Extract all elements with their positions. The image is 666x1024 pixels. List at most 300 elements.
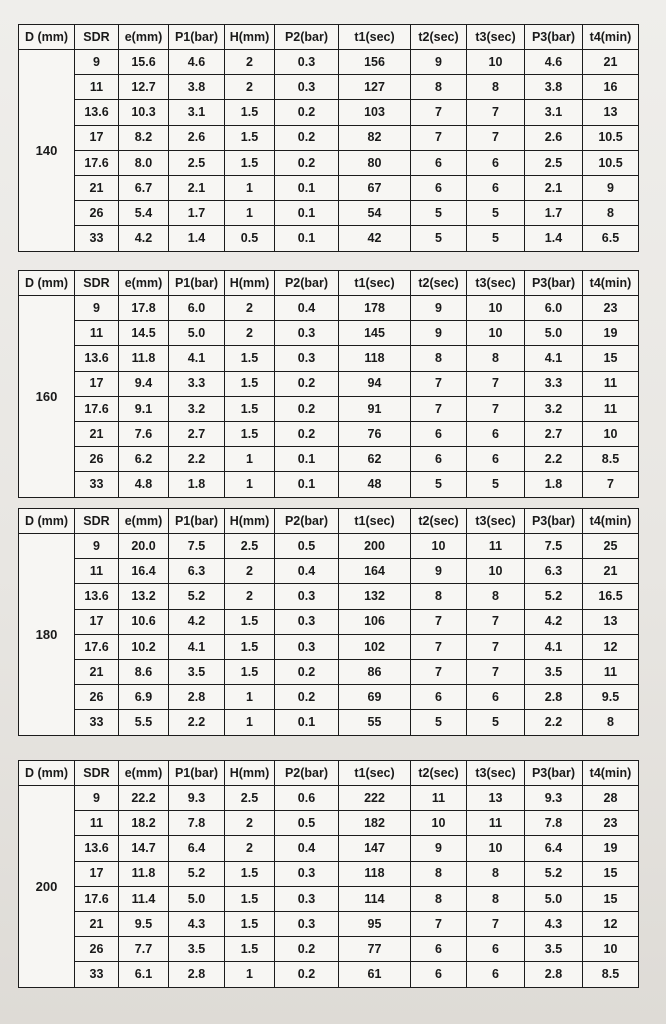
header-t4-min: t4(min) bbox=[583, 25, 639, 50]
cell-sdr: 26 bbox=[75, 447, 119, 472]
cell-h-mm: 1.5 bbox=[225, 371, 275, 396]
table-row bbox=[19, 346, 639, 371]
cell-p2-bar: 0.5 bbox=[275, 811, 339, 836]
cell-p2-bar: 0.6 bbox=[275, 786, 339, 811]
cell-p1-bar: 1.4 bbox=[169, 226, 225, 251]
cell-sdr: 13.6 bbox=[75, 836, 119, 861]
cell-t4-min: 8 bbox=[583, 710, 639, 735]
header-p3-bar: P3(bar) bbox=[525, 25, 583, 50]
cell-t3-sec: 7 bbox=[467, 609, 525, 634]
cell-p3-bar: 9.3 bbox=[525, 786, 583, 811]
cell-sdr: 33 bbox=[75, 962, 119, 987]
cell-t2-sec: 5 bbox=[411, 226, 467, 251]
cell-e-mm: 7.7 bbox=[119, 937, 169, 962]
cell-e-mm: 16.4 bbox=[119, 559, 169, 584]
cell-sdr: 26 bbox=[75, 937, 119, 962]
cell-p1-bar: 3.8 bbox=[169, 75, 225, 100]
cell-t4-min: 8 bbox=[583, 201, 639, 226]
table-row bbox=[19, 710, 639, 735]
cell-t1-sec: 178 bbox=[339, 296, 411, 321]
cell-e-mm: 22.2 bbox=[119, 786, 169, 811]
table-row bbox=[19, 559, 639, 584]
header-e-mm: e(mm) bbox=[119, 25, 169, 50]
cell-sdr: 9 bbox=[75, 786, 119, 811]
header-h-mm: H(mm) bbox=[225, 509, 275, 534]
cell-t3-sec: 8 bbox=[467, 861, 525, 886]
cell-p3-bar: 4.1 bbox=[525, 346, 583, 371]
cell-h-mm: 1.5 bbox=[225, 100, 275, 125]
header-p2-bar: P2(bar) bbox=[275, 761, 339, 786]
cell-p2-bar: 0.3 bbox=[275, 346, 339, 371]
cell-p1-bar: 3.5 bbox=[169, 937, 225, 962]
cell-p1-bar: 2.5 bbox=[169, 150, 225, 175]
cell-t3-sec: 6 bbox=[467, 685, 525, 710]
cell-h-mm: 2 bbox=[225, 584, 275, 609]
cell-h-mm: 1.5 bbox=[225, 911, 275, 936]
cell-t1-sec: 200 bbox=[339, 534, 411, 559]
cell-p1-bar: 7.8 bbox=[169, 811, 225, 836]
cell-p1-bar: 1.7 bbox=[169, 201, 225, 226]
table-row bbox=[19, 472, 639, 497]
cell-t1-sec: 62 bbox=[339, 447, 411, 472]
cell-p1-bar: 2.8 bbox=[169, 685, 225, 710]
cell-e-mm: 8.6 bbox=[119, 659, 169, 684]
cell-sdr: 9 bbox=[75, 50, 119, 75]
cell-p1-bar: 3.1 bbox=[169, 100, 225, 125]
header-t4-min: t4(min) bbox=[583, 761, 639, 786]
cell-t2-sec: 7 bbox=[411, 659, 467, 684]
cell-h-mm: 1.5 bbox=[225, 861, 275, 886]
cell-p2-bar: 0.1 bbox=[275, 710, 339, 735]
cell-t3-sec: 8 bbox=[467, 346, 525, 371]
table-row bbox=[19, 836, 639, 861]
cell-p3-bar: 5.2 bbox=[525, 584, 583, 609]
cell-h-mm: 2 bbox=[225, 296, 275, 321]
cell-t1-sec: 80 bbox=[339, 150, 411, 175]
cell-t2-sec: 5 bbox=[411, 472, 467, 497]
cell-p1-bar: 1.8 bbox=[169, 472, 225, 497]
table-row bbox=[19, 150, 639, 175]
cell-e-mm: 13.2 bbox=[119, 584, 169, 609]
table-row bbox=[19, 584, 639, 609]
cell-p2-bar: 0.2 bbox=[275, 937, 339, 962]
header-d-mm: D (mm) bbox=[19, 25, 75, 50]
cell-t4-min: 13 bbox=[583, 609, 639, 634]
cell-h-mm: 1 bbox=[225, 710, 275, 735]
diameter-cell: 200 bbox=[19, 786, 75, 988]
cell-t4-min: 6.5 bbox=[583, 226, 639, 251]
cell-h-mm: 1.5 bbox=[225, 125, 275, 150]
cell-t2-sec: 6 bbox=[411, 685, 467, 710]
header-t3-sec: t3(sec) bbox=[467, 509, 525, 534]
cell-t2-sec: 8 bbox=[411, 346, 467, 371]
cell-p2-bar: 0.2 bbox=[275, 685, 339, 710]
cell-t2-sec: 9 bbox=[411, 836, 467, 861]
cell-t2-sec: 6 bbox=[411, 937, 467, 962]
cell-p2-bar: 0.3 bbox=[275, 75, 339, 100]
cell-p1-bar: 4.6 bbox=[169, 50, 225, 75]
cell-t1-sec: 147 bbox=[339, 836, 411, 861]
cell-h-mm: 1 bbox=[225, 472, 275, 497]
cell-p2-bar: 0.1 bbox=[275, 226, 339, 251]
cell-e-mm: 5.4 bbox=[119, 201, 169, 226]
cell-p1-bar: 3.2 bbox=[169, 396, 225, 421]
cell-t3-sec: 10 bbox=[467, 321, 525, 346]
cell-e-mm: 10.2 bbox=[119, 634, 169, 659]
cell-p3-bar: 3.1 bbox=[525, 100, 583, 125]
cell-p2-bar: 0.3 bbox=[275, 634, 339, 659]
diameter-cell: 140 bbox=[19, 50, 75, 252]
cell-p2-bar: 0.2 bbox=[275, 125, 339, 150]
cell-sdr: 17 bbox=[75, 861, 119, 886]
cell-p3-bar: 3.5 bbox=[525, 659, 583, 684]
cell-t4-min: 12 bbox=[583, 634, 639, 659]
cell-t3-sec: 7 bbox=[467, 125, 525, 150]
cell-t3-sec: 8 bbox=[467, 886, 525, 911]
cell-t3-sec: 6 bbox=[467, 150, 525, 175]
cell-sdr: 21 bbox=[75, 911, 119, 936]
table-row bbox=[19, 861, 639, 886]
header-sdr: SDR bbox=[75, 271, 119, 296]
cell-t4-min: 11 bbox=[583, 371, 639, 396]
table-row bbox=[19, 786, 639, 811]
cell-t3-sec: 5 bbox=[467, 226, 525, 251]
table-row bbox=[19, 396, 639, 421]
cell-h-mm: 2 bbox=[225, 75, 275, 100]
cell-p1-bar: 5.2 bbox=[169, 861, 225, 886]
header-t3-sec: t3(sec) bbox=[467, 25, 525, 50]
cell-t1-sec: 82 bbox=[339, 125, 411, 150]
cell-p1-bar: 2.7 bbox=[169, 421, 225, 446]
header-sdr: SDR bbox=[75, 509, 119, 534]
header-t1-sec: t1(sec) bbox=[339, 25, 411, 50]
cell-e-mm: 15.6 bbox=[119, 50, 169, 75]
cell-t1-sec: 118 bbox=[339, 346, 411, 371]
cell-t3-sec: 5 bbox=[467, 201, 525, 226]
cell-t2-sec: 6 bbox=[411, 175, 467, 200]
cell-p2-bar: 0.2 bbox=[275, 100, 339, 125]
cell-p1-bar: 2.2 bbox=[169, 710, 225, 735]
cell-p2-bar: 0.3 bbox=[275, 50, 339, 75]
cell-e-mm: 6.1 bbox=[119, 962, 169, 987]
cell-t3-sec: 8 bbox=[467, 584, 525, 609]
fusion-table-140 bbox=[18, 24, 638, 252]
cell-t2-sec: 7 bbox=[411, 371, 467, 396]
cell-e-mm: 10.3 bbox=[119, 100, 169, 125]
cell-e-mm: 14.7 bbox=[119, 836, 169, 861]
cell-p2-bar: 0.3 bbox=[275, 584, 339, 609]
table-row bbox=[19, 911, 639, 936]
cell-t3-sec: 6 bbox=[467, 421, 525, 446]
cell-e-mm: 5.5 bbox=[119, 710, 169, 735]
cell-e-mm: 12.7 bbox=[119, 75, 169, 100]
cell-t2-sec: 8 bbox=[411, 584, 467, 609]
table-row bbox=[19, 634, 639, 659]
cell-e-mm: 14.5 bbox=[119, 321, 169, 346]
cell-t3-sec: 7 bbox=[467, 634, 525, 659]
cell-t1-sec: 91 bbox=[339, 396, 411, 421]
cell-p3-bar: 7.8 bbox=[525, 811, 583, 836]
cell-t2-sec: 9 bbox=[411, 321, 467, 346]
cell-p3-bar: 4.2 bbox=[525, 609, 583, 634]
cell-t1-sec: 69 bbox=[339, 685, 411, 710]
header-t3-sec: t3(sec) bbox=[467, 761, 525, 786]
cell-p2-bar: 0.1 bbox=[275, 447, 339, 472]
cell-sdr: 13.6 bbox=[75, 100, 119, 125]
cell-p2-bar: 0.4 bbox=[275, 836, 339, 861]
cell-e-mm: 11.8 bbox=[119, 346, 169, 371]
cell-t4-min: 10 bbox=[583, 937, 639, 962]
cell-p2-bar: 0.5 bbox=[275, 534, 339, 559]
cell-t2-sec: 6 bbox=[411, 962, 467, 987]
cell-t4-min: 9.5 bbox=[583, 685, 639, 710]
cell-h-mm: 1.5 bbox=[225, 150, 275, 175]
cell-p2-bar: 0.2 bbox=[275, 962, 339, 987]
cell-t1-sec: 86 bbox=[339, 659, 411, 684]
cell-sdr: 33 bbox=[75, 710, 119, 735]
cell-t4-min: 15 bbox=[583, 886, 639, 911]
cell-p1-bar: 4.2 bbox=[169, 609, 225, 634]
header-h-mm: H(mm) bbox=[225, 761, 275, 786]
cell-p3-bar: 1.4 bbox=[525, 226, 583, 251]
cell-sdr: 17 bbox=[75, 125, 119, 150]
cell-p1-bar: 2.8 bbox=[169, 962, 225, 987]
cell-p2-bar: 0.4 bbox=[275, 296, 339, 321]
cell-h-mm: 1 bbox=[225, 175, 275, 200]
cell-p2-bar: 0.3 bbox=[275, 861, 339, 886]
cell-t2-sec: 7 bbox=[411, 911, 467, 936]
cell-p3-bar: 1.8 bbox=[525, 472, 583, 497]
cell-h-mm: 2.5 bbox=[225, 786, 275, 811]
cell-t4-min: 10.5 bbox=[583, 125, 639, 150]
cell-e-mm: 11.4 bbox=[119, 886, 169, 911]
cell-t2-sec: 6 bbox=[411, 150, 467, 175]
header-e-mm: e(mm) bbox=[119, 509, 169, 534]
cell-h-mm: 2.5 bbox=[225, 534, 275, 559]
cell-t4-min: 13 bbox=[583, 100, 639, 125]
cell-t1-sec: 164 bbox=[339, 559, 411, 584]
table-row bbox=[19, 534, 639, 559]
cell-t3-sec: 10 bbox=[467, 559, 525, 584]
cell-p3-bar: 2.6 bbox=[525, 125, 583, 150]
cell-p1-bar: 4.3 bbox=[169, 911, 225, 936]
cell-t4-min: 21 bbox=[583, 50, 639, 75]
cell-p1-bar: 5.2 bbox=[169, 584, 225, 609]
cell-p2-bar: 0.3 bbox=[275, 911, 339, 936]
cell-t4-min: 21 bbox=[583, 559, 639, 584]
cell-sdr: 17.6 bbox=[75, 150, 119, 175]
cell-p1-bar: 6.4 bbox=[169, 836, 225, 861]
header-p1-bar: P1(bar) bbox=[169, 271, 225, 296]
cell-t2-sec: 9 bbox=[411, 559, 467, 584]
cell-p3-bar: 7.5 bbox=[525, 534, 583, 559]
table-row bbox=[19, 75, 639, 100]
cell-sdr: 26 bbox=[75, 685, 119, 710]
cell-sdr: 26 bbox=[75, 201, 119, 226]
cell-h-mm: 1.5 bbox=[225, 396, 275, 421]
cell-t1-sec: 67 bbox=[339, 175, 411, 200]
cell-h-mm: 1.5 bbox=[225, 937, 275, 962]
diameter-cell: 180 bbox=[19, 534, 75, 736]
cell-t2-sec: 10 bbox=[411, 811, 467, 836]
cell-t2-sec: 10 bbox=[411, 534, 467, 559]
cell-e-mm: 4.2 bbox=[119, 226, 169, 251]
cell-p3-bar: 2.1 bbox=[525, 175, 583, 200]
cell-t4-min: 23 bbox=[583, 811, 639, 836]
cell-t3-sec: 10 bbox=[467, 296, 525, 321]
header-h-mm: H(mm) bbox=[225, 271, 275, 296]
cell-p2-bar: 0.3 bbox=[275, 886, 339, 911]
cell-p3-bar: 2.2 bbox=[525, 447, 583, 472]
table-row bbox=[19, 659, 639, 684]
cell-h-mm: 1.5 bbox=[225, 346, 275, 371]
table-header-row bbox=[19, 761, 639, 786]
cell-h-mm: 2 bbox=[225, 811, 275, 836]
header-t4-min: t4(min) bbox=[583, 271, 639, 296]
table-row bbox=[19, 175, 639, 200]
fusion-table-180 bbox=[18, 508, 638, 736]
cell-h-mm: 1 bbox=[225, 201, 275, 226]
cell-e-mm: 6.2 bbox=[119, 447, 169, 472]
cell-p1-bar: 2.6 bbox=[169, 125, 225, 150]
table-row bbox=[19, 685, 639, 710]
header-e-mm: e(mm) bbox=[119, 761, 169, 786]
cell-p2-bar: 0.2 bbox=[275, 396, 339, 421]
cell-h-mm: 1.5 bbox=[225, 421, 275, 446]
cell-t1-sec: 132 bbox=[339, 584, 411, 609]
cell-h-mm: 1 bbox=[225, 962, 275, 987]
cell-t3-sec: 10 bbox=[467, 50, 525, 75]
cell-p2-bar: 0.1 bbox=[275, 472, 339, 497]
cell-t1-sec: 127 bbox=[339, 75, 411, 100]
table-row bbox=[19, 226, 639, 251]
cell-p3-bar: 2.7 bbox=[525, 421, 583, 446]
cell-p2-bar: 0.2 bbox=[275, 150, 339, 175]
cell-sdr: 13.6 bbox=[75, 584, 119, 609]
cell-t2-sec: 8 bbox=[411, 886, 467, 911]
cell-h-mm: 1.5 bbox=[225, 609, 275, 634]
cell-t4-min: 7 bbox=[583, 472, 639, 497]
cell-e-mm: 7.6 bbox=[119, 421, 169, 446]
cell-e-mm: 20.0 bbox=[119, 534, 169, 559]
cell-t2-sec: 7 bbox=[411, 125, 467, 150]
cell-t3-sec: 11 bbox=[467, 534, 525, 559]
header-p3-bar: P3(bar) bbox=[525, 271, 583, 296]
table-row bbox=[19, 886, 639, 911]
cell-t3-sec: 6 bbox=[467, 175, 525, 200]
parameter-table bbox=[18, 508, 639, 736]
table-header-row bbox=[19, 509, 639, 534]
header-sdr: SDR bbox=[75, 761, 119, 786]
table-row bbox=[19, 937, 639, 962]
cell-t3-sec: 10 bbox=[467, 836, 525, 861]
header-e-mm: e(mm) bbox=[119, 271, 169, 296]
header-t1-sec: t1(sec) bbox=[339, 761, 411, 786]
cell-t2-sec: 7 bbox=[411, 634, 467, 659]
header-d-mm: D (mm) bbox=[19, 761, 75, 786]
cell-t4-min: 8.5 bbox=[583, 447, 639, 472]
table-row bbox=[19, 421, 639, 446]
diameter-cell: 160 bbox=[19, 296, 75, 498]
cell-t3-sec: 6 bbox=[467, 447, 525, 472]
cell-t4-min: 9 bbox=[583, 175, 639, 200]
cell-t1-sec: 48 bbox=[339, 472, 411, 497]
header-t3-sec: t3(sec) bbox=[467, 271, 525, 296]
cell-p3-bar: 4.6 bbox=[525, 50, 583, 75]
header-t2-sec: t2(sec) bbox=[411, 761, 467, 786]
header-p3-bar: P3(bar) bbox=[525, 761, 583, 786]
cell-sdr: 9 bbox=[75, 534, 119, 559]
cell-t1-sec: 106 bbox=[339, 609, 411, 634]
cell-p2-bar: 0.2 bbox=[275, 659, 339, 684]
cell-h-mm: 2 bbox=[225, 50, 275, 75]
table-row bbox=[19, 447, 639, 472]
cell-sdr: 13.6 bbox=[75, 346, 119, 371]
cell-e-mm: 17.8 bbox=[119, 296, 169, 321]
cell-t3-sec: 7 bbox=[467, 659, 525, 684]
cell-t1-sec: 222 bbox=[339, 786, 411, 811]
table-header-row bbox=[19, 271, 639, 296]
cell-h-mm: 1.5 bbox=[225, 634, 275, 659]
cell-t2-sec: 7 bbox=[411, 609, 467, 634]
cell-p3-bar: 5.0 bbox=[525, 321, 583, 346]
header-p2-bar: P2(bar) bbox=[275, 509, 339, 534]
table-row bbox=[19, 125, 639, 150]
cell-e-mm: 9.5 bbox=[119, 911, 169, 936]
cell-p1-bar: 2.2 bbox=[169, 447, 225, 472]
cell-t2-sec: 8 bbox=[411, 861, 467, 886]
cell-e-mm: 8.2 bbox=[119, 125, 169, 150]
cell-t1-sec: 102 bbox=[339, 634, 411, 659]
cell-t4-min: 19 bbox=[583, 321, 639, 346]
cell-p2-bar: 0.2 bbox=[275, 421, 339, 446]
cell-t3-sec: 11 bbox=[467, 811, 525, 836]
cell-p1-bar: 5.0 bbox=[169, 321, 225, 346]
cell-p3-bar: 1.7 bbox=[525, 201, 583, 226]
cell-sdr: 21 bbox=[75, 421, 119, 446]
cell-t1-sec: 103 bbox=[339, 100, 411, 125]
cell-p3-bar: 3.2 bbox=[525, 396, 583, 421]
cell-sdr: 17.6 bbox=[75, 886, 119, 911]
cell-t1-sec: 76 bbox=[339, 421, 411, 446]
cell-t4-min: 28 bbox=[583, 786, 639, 811]
header-p2-bar: P2(bar) bbox=[275, 25, 339, 50]
header-t2-sec: t2(sec) bbox=[411, 271, 467, 296]
cell-t3-sec: 7 bbox=[467, 371, 525, 396]
cell-sdr: 17.6 bbox=[75, 634, 119, 659]
cell-t1-sec: 42 bbox=[339, 226, 411, 251]
cell-p1-bar: 5.0 bbox=[169, 886, 225, 911]
table-row bbox=[19, 962, 639, 987]
cell-h-mm: 1 bbox=[225, 447, 275, 472]
header-p1-bar: P1(bar) bbox=[169, 761, 225, 786]
cell-p3-bar: 3.5 bbox=[525, 937, 583, 962]
header-p1-bar: P1(bar) bbox=[169, 509, 225, 534]
cell-p1-bar: 9.3 bbox=[169, 786, 225, 811]
cell-p3-bar: 6.3 bbox=[525, 559, 583, 584]
cell-h-mm: 1.5 bbox=[225, 886, 275, 911]
cell-p3-bar: 6.4 bbox=[525, 836, 583, 861]
cell-p3-bar: 4.1 bbox=[525, 634, 583, 659]
cell-sdr: 11 bbox=[75, 559, 119, 584]
cell-t4-min: 10 bbox=[583, 421, 639, 446]
cell-p1-bar: 4.1 bbox=[169, 634, 225, 659]
table-row bbox=[19, 811, 639, 836]
fusion-table-200 bbox=[18, 760, 638, 988]
parameter-table bbox=[18, 270, 639, 498]
cell-t1-sec: 145 bbox=[339, 321, 411, 346]
table-row bbox=[19, 296, 639, 321]
